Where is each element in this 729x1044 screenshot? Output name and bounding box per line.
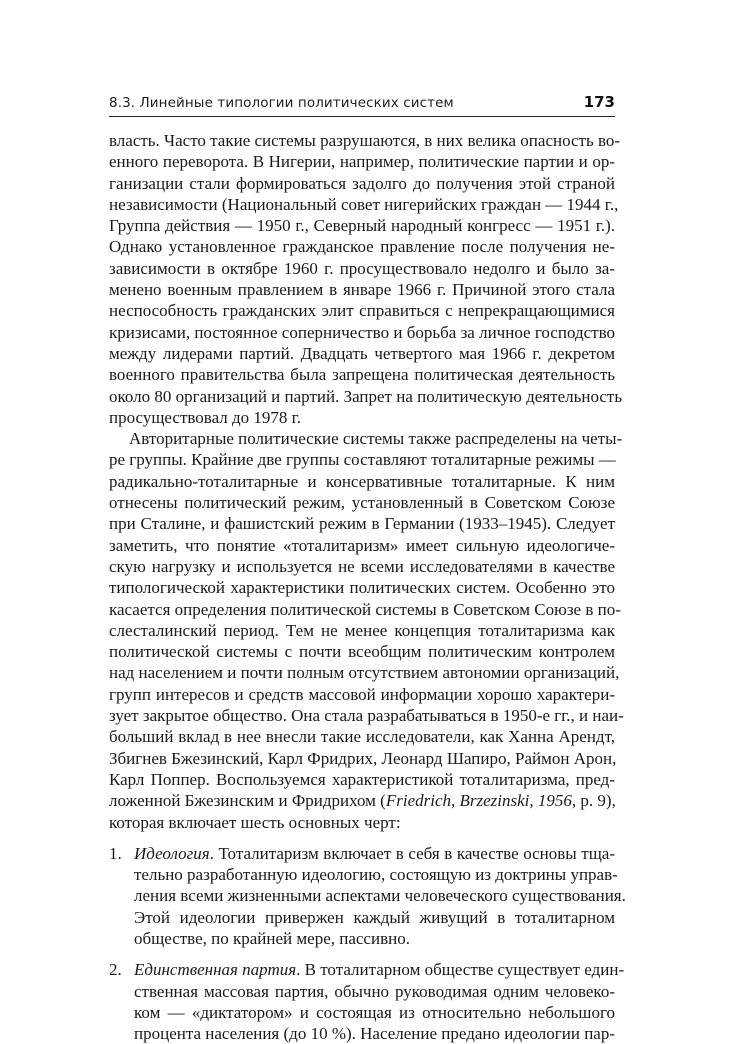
text-line: при Сталине, и фашистский режим в Германии (1933–1945). Следует (109, 514, 615, 534)
list-item-first-line (134, 843, 615, 864)
text-line: власть. Часто такие системы разрушаются, в них велика опасность во- (109, 131, 621, 150)
text-line: просуществовал до 1978 г. (109, 407, 301, 427)
text-line: ления всеми жизненными аспектами человеческого существования. (134, 886, 626, 906)
text-line: Карл Поппер. Воспользуемся характеристикой тоталитаризма, пред- (109, 769, 615, 789)
text-line: енного переворота. В Нигерии, например, политические партии и ор- (109, 152, 615, 172)
text-line: неспособность гражданских элит справиться с непрекращающимися (109, 301, 615, 321)
text-line: заметить, что понятие «тоталитаризм» имеет сильную идеологиче- (109, 535, 615, 555)
text-line: ганизации стали формироваться задолго до получения этой страной (109, 173, 615, 193)
list-number: 2. (109, 960, 122, 980)
list-item-first-line (134, 959, 625, 980)
list-item-text: . В тоталитарном обществе существует един- (296, 960, 625, 980)
list-number: 1. (109, 843, 122, 863)
list-item-term: Идеология (134, 843, 210, 863)
citation-page: , р. 9), (571, 791, 616, 811)
text-line: Авторитарные политические системы также распределены на четы- (129, 429, 623, 449)
text-line: ре группы. Крайние две группы составляют тоталитарные режимы — (109, 450, 616, 470)
text-line: военного правительства была запрещена политическая деятельность (109, 365, 615, 385)
text-line: менено военным правлением в январе 1966 г. Причиной этого стала (109, 280, 615, 300)
citation-line (109, 790, 615, 811)
text-line: касается определения политической системы в Советском Союзе в по- (109, 599, 621, 619)
text-line: групп интересов и средств массовой информации хорошо характери- (109, 684, 615, 704)
text-line: над населением и почти полным отсутствием автономии организаций, (109, 663, 620, 683)
main-text (109, 130, 626, 1044)
text-line: отнесены политический режим, установленный в Советском Союзе (109, 493, 615, 513)
text-line: процента населения (до 10 %). Население предано идеологии пар- (134, 1024, 616, 1044)
text-line: около 80 организаций и партий. Запрет на политическую деятельность (109, 386, 623, 406)
text-line: слесталинский период. Тем не менее концепция тоталитаризма как (109, 620, 615, 640)
text-line: кризисами, постоянное соперничество и борьба за личное господство (109, 322, 615, 342)
text-line: больший вклад в нее внесли такие исследователи, как Ханна Арендт, (109, 727, 615, 747)
text-line: типологической характеристики политических систем. Особенно это (109, 578, 615, 598)
text-line: Группа действия — 1950 г., Северный народный конгресс — 1951 г.). (109, 216, 615, 236)
text-line: зует закрытое общество. Она стала разрабатываться в 1950-е гг., и наи- (109, 706, 624, 726)
text-line: радикально-тоталитарные и консервативные тоталитарные. К ним (109, 471, 615, 491)
text-line: политической системы с почти всеобщим политическим контролем (109, 642, 615, 662)
list-item-body (134, 959, 625, 1044)
text-line: тельно разработанную идеологию, состоящую из доктрины управ- (134, 865, 618, 885)
running-header (109, 92, 615, 117)
page-number: 173 (583, 93, 615, 111)
chapter-section-title: 8.3. Линейные типологии политических систем (109, 95, 454, 111)
paragraph-nigeria (109, 130, 623, 428)
list-item-body (134, 843, 626, 949)
text-line: между лидерами партий. Двадцать четвертого мая 1966 г. декретом (109, 343, 615, 363)
text-line: ком — «диктатором» и состоящая из относительно небольшого (134, 1002, 615, 1022)
text-line: Однако установленное гражданское правление после получения не- (109, 237, 615, 257)
citation-lead-text: ложенной Бжезинским и Фридрихом ( (109, 791, 386, 811)
citation-reference: Friedrich, Brzezinski, 1956 (385, 791, 572, 811)
paragraph-authoritarian-systems (109, 428, 624, 833)
text-line: ственная массовая партия, обычно руководимая одним человеко- (134, 981, 615, 1001)
list-item-ideology (109, 843, 626, 949)
list-item-text: . Тоталитаризм включает в себя в качестве основы тща- (209, 843, 615, 863)
text-line: Этой идеологии привержен каждый живущий в тоталитарном (134, 907, 615, 927)
text-line: которая включает шесть основных черт: (109, 812, 401, 832)
text-line: обществе, по крайней мере, пассивно. (134, 928, 410, 948)
text-line: зависимости в октябре 1960 г. просуществовало недолго и было за- (109, 258, 615, 278)
list-item-term: Единственная партия (134, 960, 297, 980)
text-line: скую нагрузку и используется не всеми исследователями в качестве (109, 556, 615, 576)
text-line: Збигнев Бжезинский, Карл Фридрих, Леонард Шапиро, Раймон Арон, (109, 748, 617, 768)
list-item-single-party (109, 959, 625, 1044)
text-line: независимости (Национальный совет нигерийских граждан — 1944 г., (109, 194, 619, 214)
